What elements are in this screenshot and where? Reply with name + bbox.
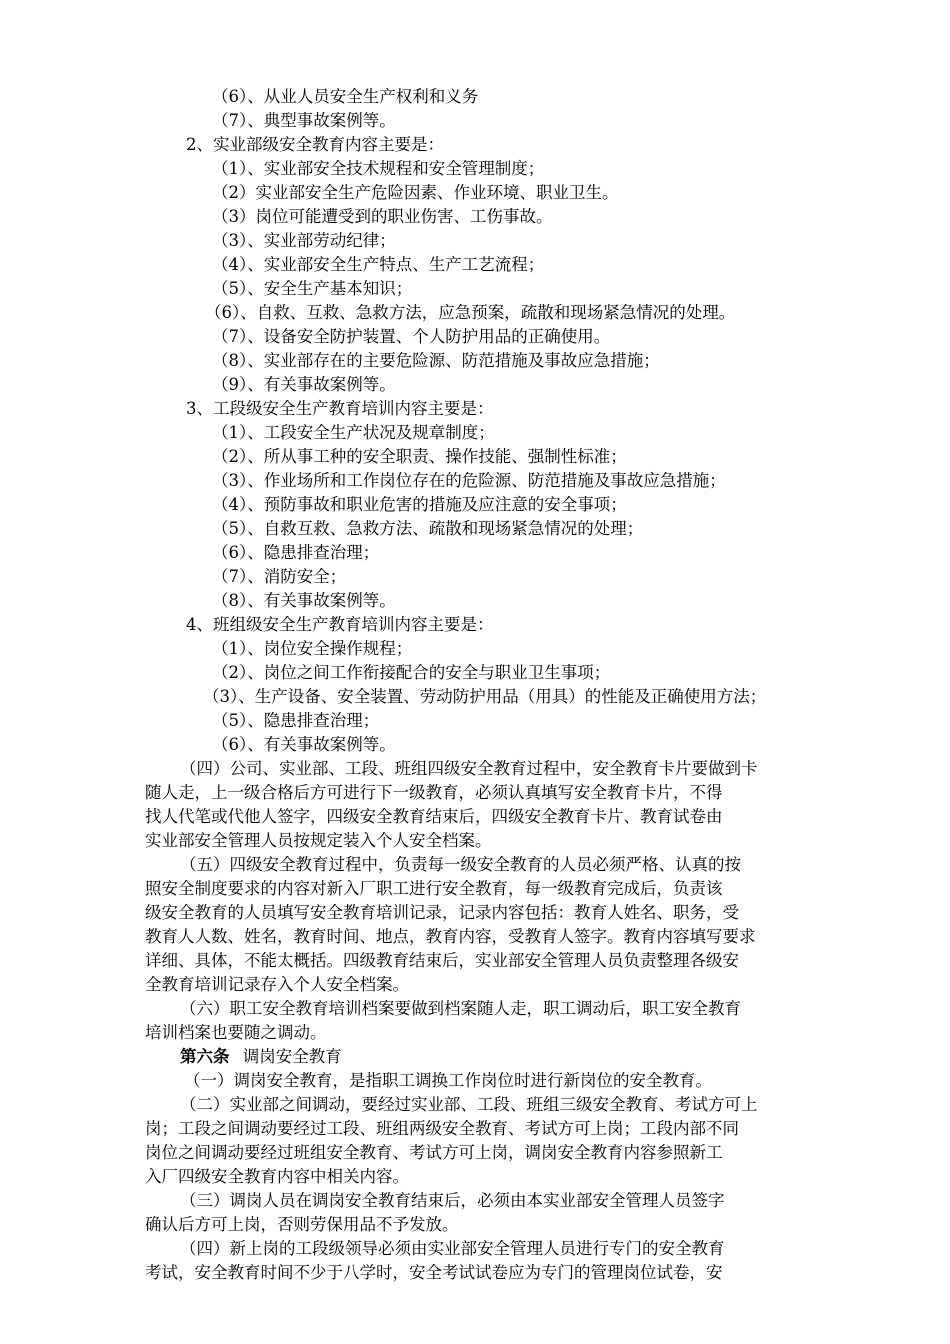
section-heading: 3、工段级安全生产教育培训内容主要是： [186,399,494,418]
paragraph-line: 培训档案也要随之调动。 [145,1023,327,1042]
paragraph-line: 实业部安全管理人员按规定装入个人安全档案。 [145,831,492,850]
paragraph-line: 岗；工段之间调动要经过工段、班组两级安全教育、考试方可上岗；工段内部不同 [145,1119,739,1138]
paragraph-line: 详细、具体，不能太概括。四级教育结束后，实业部安全管理人员负责整理各级安 [145,951,739,970]
list-item: （3）、生产设备、安全装置、劳动防护用品（用具）的性能及正确使用方法； [203,687,767,706]
paragraph-line: 教育人人数、姓名，教育时间、地点，教育内容，受教育人签字。教育内容填写要求 [145,927,756,946]
list-item: （6）、从业人员安全生产权利和义务 [212,87,479,106]
list-item: （6）、有关事故案例等。 [212,735,396,754]
list-item: （5）、安全生产基本知识； [212,279,413,298]
list-item: （4）、实业部安全生产特点、生产工艺流程； [212,255,545,274]
paragraph-line: （三）调岗人员在调岗安全教育结束后，必须由本实业部安全管理人员签字 [180,1191,725,1210]
list-item: （3）岗位可能遭受到的职业伤害、工伤事故。 [212,207,553,226]
list-item: （6）、隐患排查治理； [212,543,380,562]
list-item: （3）、实业部劳动纪律； [212,231,396,250]
paragraph-line: （二）实业部之间调动，要经过实业部、工段、班组三级安全教育、考试方可上 [180,1095,758,1114]
list-item: （4）、预防事故和职业危害的措施及应注意的安全事项； [212,495,627,514]
list-item: （1）、工段安全生产状况及规章制度； [212,423,495,442]
list-item: （7）、设备安全防护装置、个人防护用品的正确使用。 [212,327,611,346]
paragraph-line: （四）公司、实业部、工段、班组四级安全教育过程中，安全教育卡片要做到卡 [180,759,758,778]
paragraph-line: 全教育培训记录存入个人安全档案。 [145,975,409,994]
list-item: （9）、有关事故案例等。 [212,375,396,394]
list-item: （5）、自救互救、急救方法、疏散和现场紧急情况的处理； [212,519,644,538]
paragraph-line: （五）四级安全教育过程中，负责每一级安全教育的人员必须严格、认真的按 [180,855,741,874]
list-item: （2）实业部安全生产危险因素、作业环境、职业卫生。 [212,183,619,202]
article-number: 第六条 [180,1047,230,1066]
paragraph-line: 照安全制度要求的内容对新入厂职工进行安全教育，每一级教育完成后，负责该 [145,879,723,898]
list-item: （1）、实业部安全技术规程和安全管理制度； [212,159,545,178]
paragraph-line: 考试，安全教育时间不少于八学时，安全考试试卷应为专门的管理岗位试卷，安 [145,1263,723,1282]
article-title: 调岗安全教育 [242,1047,342,1066]
list-item: （8）、有关事故案例等。 [212,591,396,610]
list-item: （5）、隐患排查治理； [212,711,380,730]
list-item: （3）、作业场所和工作岗位存在的危险源、防范措施及事故应急措施； [212,471,726,490]
paragraph-line: 级安全教育的人员填写安全教育培训记录，记录内容包括：教育人姓名、职务，受 [145,903,739,922]
list-item: （7）、消防安全； [212,567,347,586]
paragraph-line: 找人代笔或代他人签字，四级安全教育结束后，四级安全教育卡片、教育试卷由 [145,807,723,826]
list-item: （6）、自救、互救、急救方法，应急预案，疏散和现场紧急情况的处理。 [205,303,736,322]
paragraph-line: 确认后方可上岗，否则劳保用品不予发放。 [145,1215,459,1234]
article-heading [0,1045,950,1069]
list-item: （7）、典型事故案例等。 [212,111,396,130]
list-item: （1）、岗位安全操作规程； [212,639,413,658]
section-heading: 4、班组级安全生产教育培训内容主要是： [186,615,494,634]
paragraph-line: 入厂四级安全教育内容中相关内容。 [145,1167,409,1186]
paragraph-line: 岗位之间调动要经过班组安全教育、考试方可上岗，调岗安全教育内容参照新工 [145,1143,723,1162]
section-heading: 2、实业部级安全教育内容主要是： [186,135,444,154]
list-item: （2）、所从事工种的安全职责、操作技能、强制性标准； [212,447,627,466]
list-item: （8）、实业部存在的主要危险源、防范措施及事故应急措施； [212,351,660,370]
paragraph-line: （四）新上岗的工段级领导必须由实业部安全管理人员进行专门的安全教育 [180,1239,725,1258]
paragraph-line: （一）调岗安全教育，是指职工调换工作岗位时进行新岗位的安全教育。 [184,1071,712,1090]
list-item: （2）、岗位之间工作衔接配合的安全与职业卫生事项； [212,663,611,682]
paragraph-line: 随人走，上一级合格后方可进行下一级教育，必须认真填写安全教育卡片，不得 [145,783,723,802]
paragraph-line: （六）职工安全教育培训档案要做到档案随人走，职工调动后，职工安全教育 [180,999,741,1018]
